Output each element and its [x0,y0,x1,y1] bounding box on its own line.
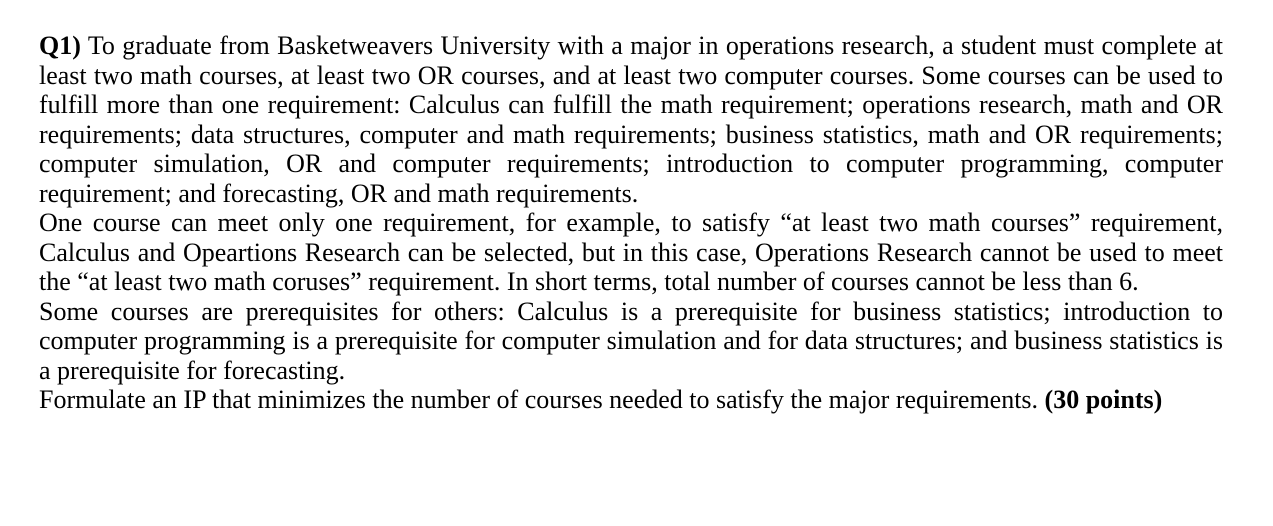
question-paragraph-1 [39,31,1223,208]
question-paragraph-4 [39,385,1223,415]
question-paragraph-2: One course can meet only one requirement, for example, to satisfy “at least two math courses” requirement, Calculus and Opeartions Research can be selected, but in this case, Operations Research cannot be used to meet the “at least two math coruses” requirement. In short terms, total number of courses cannot be less than 6. [39,208,1223,296]
question-paragraph-3: Some courses are prerequisites for others: Calculus is a prerequisite for business statistics; introduction to computer programming is a prerequisite for computer simulation and for data structures; and business statistics is a prerequisite for forecasting. [39,296,1223,385]
question-final-text: Formulate an IP that minimizes the number of courses needed to satisfy the major requirements. [39,385,1045,414]
question-intro-text: To graduate from Basketweavers University with a major in operations research, a student must complete at least two math courses, at least two OR courses, and at least two computer courses. Some courses can be used to fulfill more than one requirement: Calculus can fulfill the math requirement; operations research, math and OR requirements; data structures, computer and math requirements; business statistics, math and OR requirements; computer simulation, OR and computer requirements; introduction to computer programming, computer requirement; and forecasting, OR and math requirements. [39,31,1223,208]
question-points: (30 points) [1044,385,1163,414]
question-label: Q1) [39,31,81,60]
